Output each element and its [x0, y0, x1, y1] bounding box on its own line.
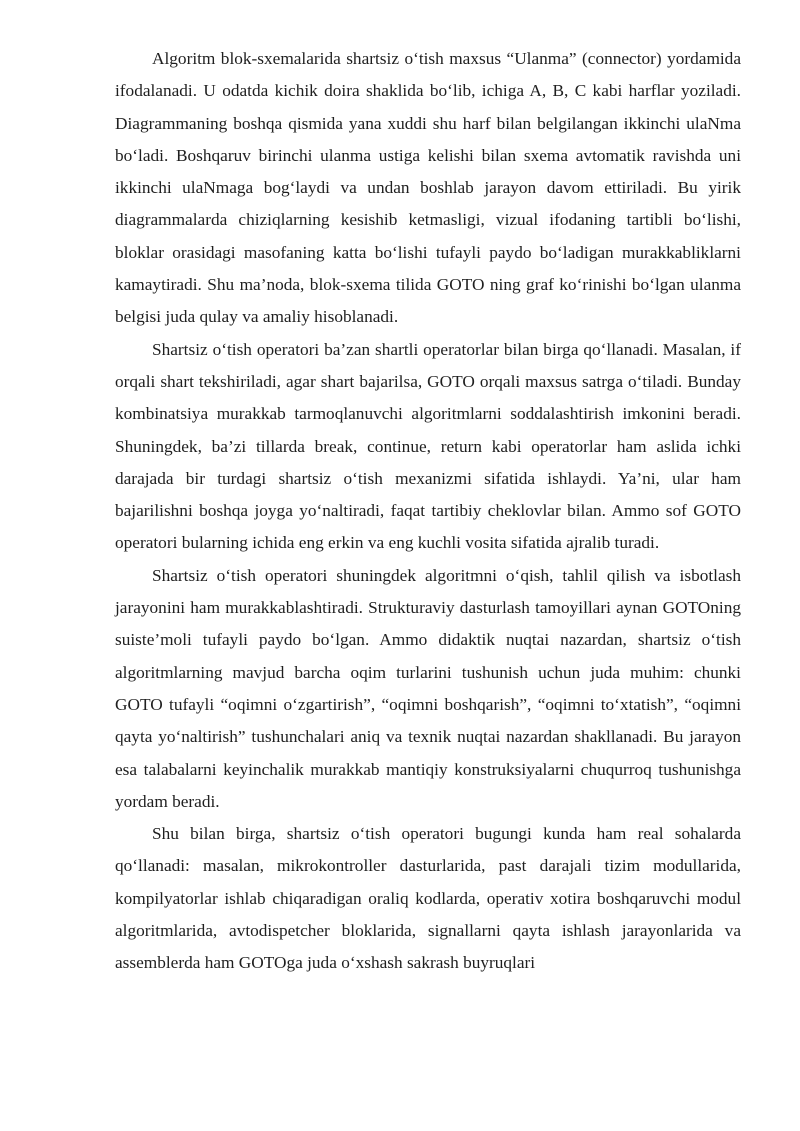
paragraph-connector: Algoritm blok-sxemalarida shartsiz o‘tish maxsus “Ulanma” (connector) yordamida ifodalanadi. U odatda kichik doira shaklida bo‘lib, ichiga A, B, C kabi harflar yoziladi. Diagrammaning boshqa qismida yana xuddi shu harf bilan belgilangan ikkinchi ulaNma bo‘ladi. Boshqaruv birinchi ulanma ustiga kelishi bilan sxema avtomatik ravishda uni ikkinchi ulaNmaga bog‘laydi va undan boshlab jarayon davom ettiriladi. Bu yirik diagrammalarda chiziqlarning kesishib ketmasligi, vizual ifodaning tartibli bo‘lishi, bloklar orasidagi masofaning katta bo‘lishi tufayli paydo bo‘ladigan murakkabliklarni kamaytiradi. Shu ma’noda, blok-sxema tilida GOTO ning graf ko‘rinishi bo‘lgan ulanma belgisi juda qulay va amaliy hisoblanadi.	[115, 49, 741, 327]
paragraph-conditional-usage: Shartsiz o‘tish operatori ba’zan shartli operatorlar bilan birga qo‘llanadi. Masalan, if orqali shart tekshiriladi, agar shart bajarilsa, GOTO orqali maxsus satrga o‘tiladi. Bunday kombinatsiya murakkab tarmoqlanuvchi algoritmlarni soddalashtirish imkonini beradi. Shuningdek, ba’zi tillarda break, continue, return kabi operatorlar ham aslida ichki darajada bir turdagi shartsiz o‘tish mexanizmi sifatida ishlaydi. Ya’ni, ular ham bajarilishni boshqa joyga yo‘naltiradi, faqat tartibiy cheklovlar bilan. Ammo sof GOTO operatori bularning ichida eng erkin va eng kuchli vosita sifatida ajralib turadi.	[115, 339, 741, 553]
document-page	[115, 43, 741, 980]
paragraph-analysis: Shartsiz o‘tish operatori shuningdek algoritmni o‘qish, tahlil qilish va isbotlash jarayonini ham murakkablashtiradi. Strukturaviy dasturlash tamoyillari aynan GOTOning suiste’moli tufayli paydo bo‘lgan. Ammo didaktik nuqtai nazardan, shartsiz o‘tish algoritmlarning mavjud barcha oqim turlarini tushunish uchun juda muhim: chunki GOTO tufayli “oqimni o‘zgartirish”, “oqimni boshqarish”, “oqimni to‘xtatish”, “oqimni qayta yo‘naltirish” tushunchalari aniq va texnik nuqtai nazardan shakllanadi. Bu jarayon esa talabalarni keyinchalik murakkab mantiqiy konstruksiyalarni chuqurroq tushunishga yordam beradi.	[115, 565, 741, 811]
paragraph-real-applications: Shu bilan birga, shartsiz o‘tish operatori bugungi kunda ham real sohalarda qo‘llanadi: masalan, mikrokontroller dasturlarida, past darajali tizim modullarida, kompilyatorlar ishlab chiqaradigan oraliq kodlarda, operativ xotira boshqaruvchi modul algoritmlarida, avtodispetcher bloklarida, signallarni qayta ishlash jarayonlarida va assemblerda ham GOTOga juda o‘xshash sakrash buyruqlari	[115, 824, 741, 973]
